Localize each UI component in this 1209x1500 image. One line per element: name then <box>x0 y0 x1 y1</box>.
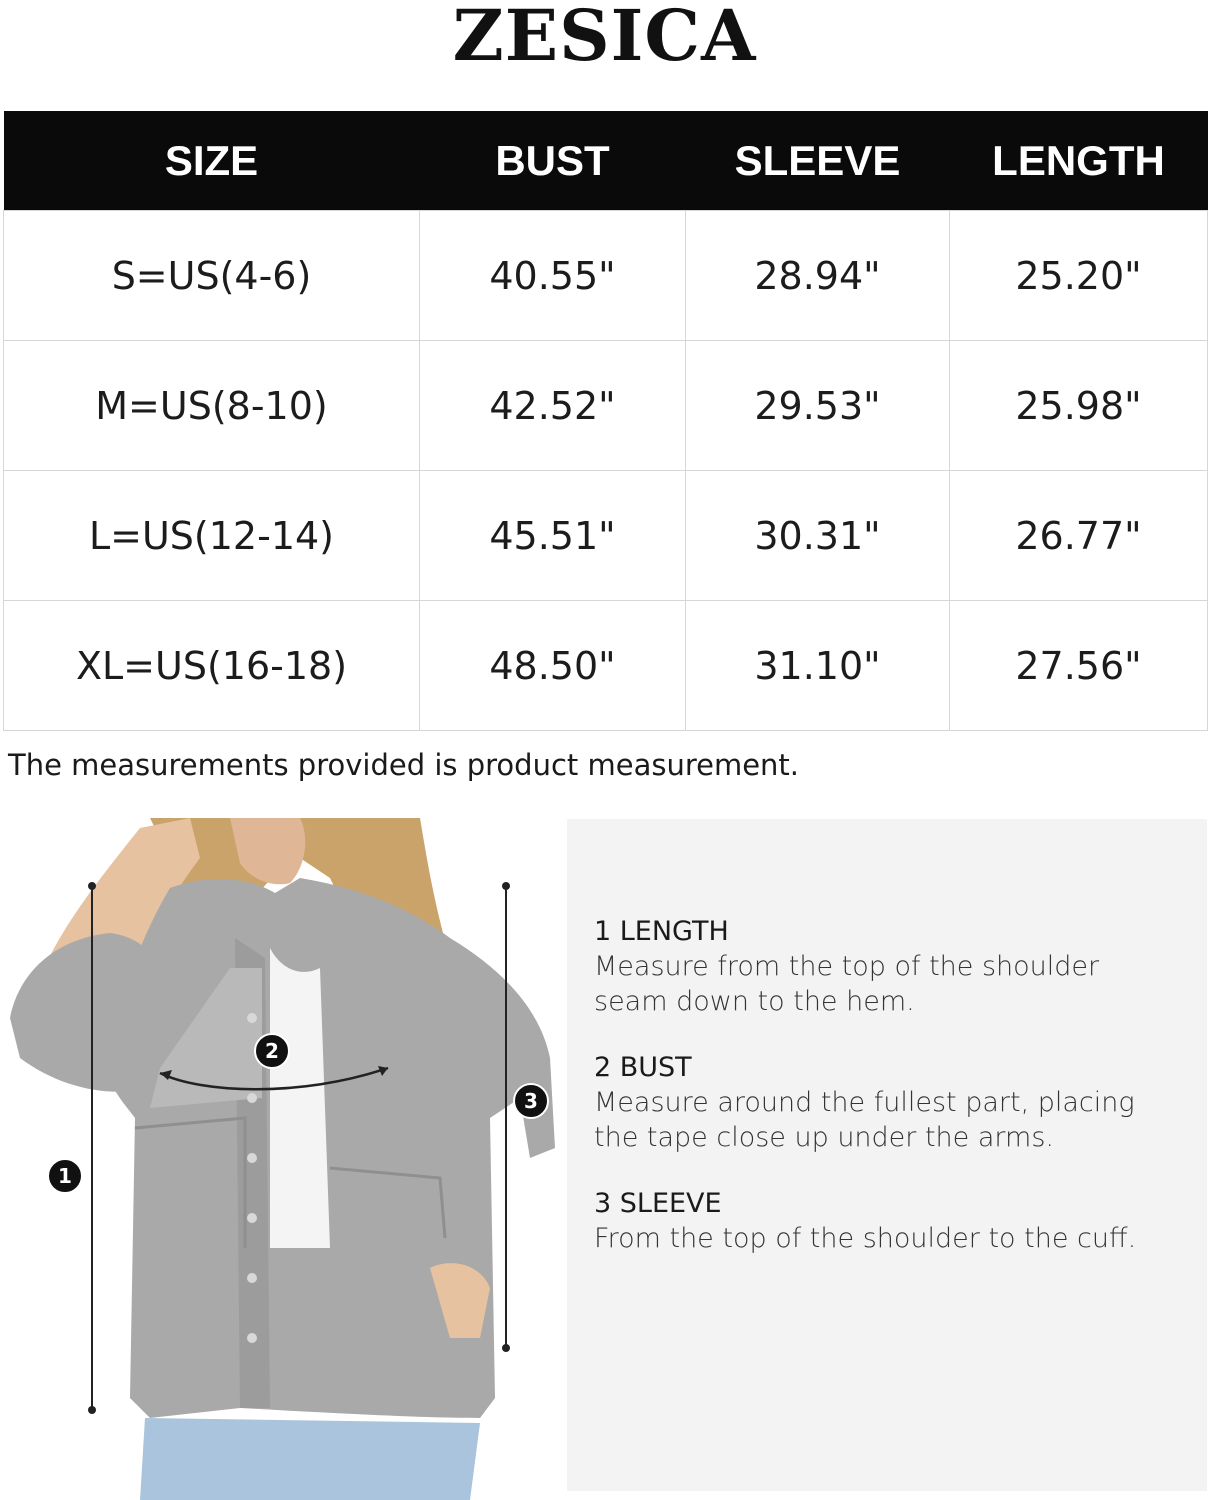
size-cell: XL=US(16-18) <box>4 601 420 731</box>
length-cell: 25.98" <box>950 341 1208 471</box>
sleeve-cell: 31.10" <box>686 601 950 731</box>
guide-bust-title: 2 BUST <box>594 1052 692 1083</box>
sleeve-cell: 30.31" <box>686 471 950 601</box>
measurement-note: The measurements provided is product measurement. <box>8 748 800 782</box>
sleeve-cell: 28.94" <box>686 211 950 341</box>
brand-logo: ZESICA <box>452 0 757 77</box>
guide-sleeve-desc-line: From the top of the shoulder to the cuff. <box>594 1223 1137 1254</box>
measurement-guide-panel <box>567 819 1207 1491</box>
table-row <box>4 471 1208 601</box>
table-row <box>4 211 1208 341</box>
table-row <box>4 341 1208 471</box>
guide-sleeve-title: 3 SLEEVE <box>594 1188 722 1219</box>
marker-1-label: 1 <box>58 1164 72 1188</box>
marker-3 <box>513 1083 549 1119</box>
guide-sleeve <box>594 1187 1194 1256</box>
header-sleeve: SLEEVE <box>686 111 950 211</box>
guide-length-desc-line: Measure from the top of the shoulder <box>594 951 1100 982</box>
guide-bust <box>594 1051 1194 1155</box>
model-photo <box>0 818 560 1500</box>
guide-length-desc-line: seam down to the hem. <box>594 986 915 1017</box>
size-cell: M=US(8-10) <box>4 341 420 471</box>
guide-length-title: 1 LENGTH <box>594 916 729 947</box>
bust-cell: 45.51" <box>420 471 686 601</box>
marker-2-label: 2 <box>265 1039 279 1063</box>
header-length: LENGTH <box>950 111 1208 211</box>
length-cell: 27.56" <box>950 601 1208 731</box>
size-cell: S=US(4-6) <box>4 211 420 341</box>
marker-2 <box>254 1033 290 1069</box>
size-chart-table <box>3 111 1208 731</box>
guide-length <box>594 915 1194 1019</box>
size-cell: L=US(12-14) <box>4 471 420 601</box>
length-cell: 26.77" <box>950 471 1208 601</box>
marker-1 <box>47 1158 83 1194</box>
bust-cell: 42.52" <box>420 341 686 471</box>
length-cell: 25.20" <box>950 211 1208 341</box>
table-row <box>4 601 1208 731</box>
bust-cell: 40.55" <box>420 211 686 341</box>
sleeve-cell: 29.53" <box>686 341 950 471</box>
header-bust: BUST <box>420 111 686 211</box>
guide-bust-desc-line: the tape close up under the arms. <box>594 1122 1054 1153</box>
guide-bust-desc-line: Measure around the fullest part, placing <box>594 1087 1135 1118</box>
bust-cell: 48.50" <box>420 601 686 731</box>
header-size: SIZE <box>4 111 420 211</box>
table-header-row <box>4 111 1208 211</box>
marker-3-label: 3 <box>524 1089 538 1113</box>
